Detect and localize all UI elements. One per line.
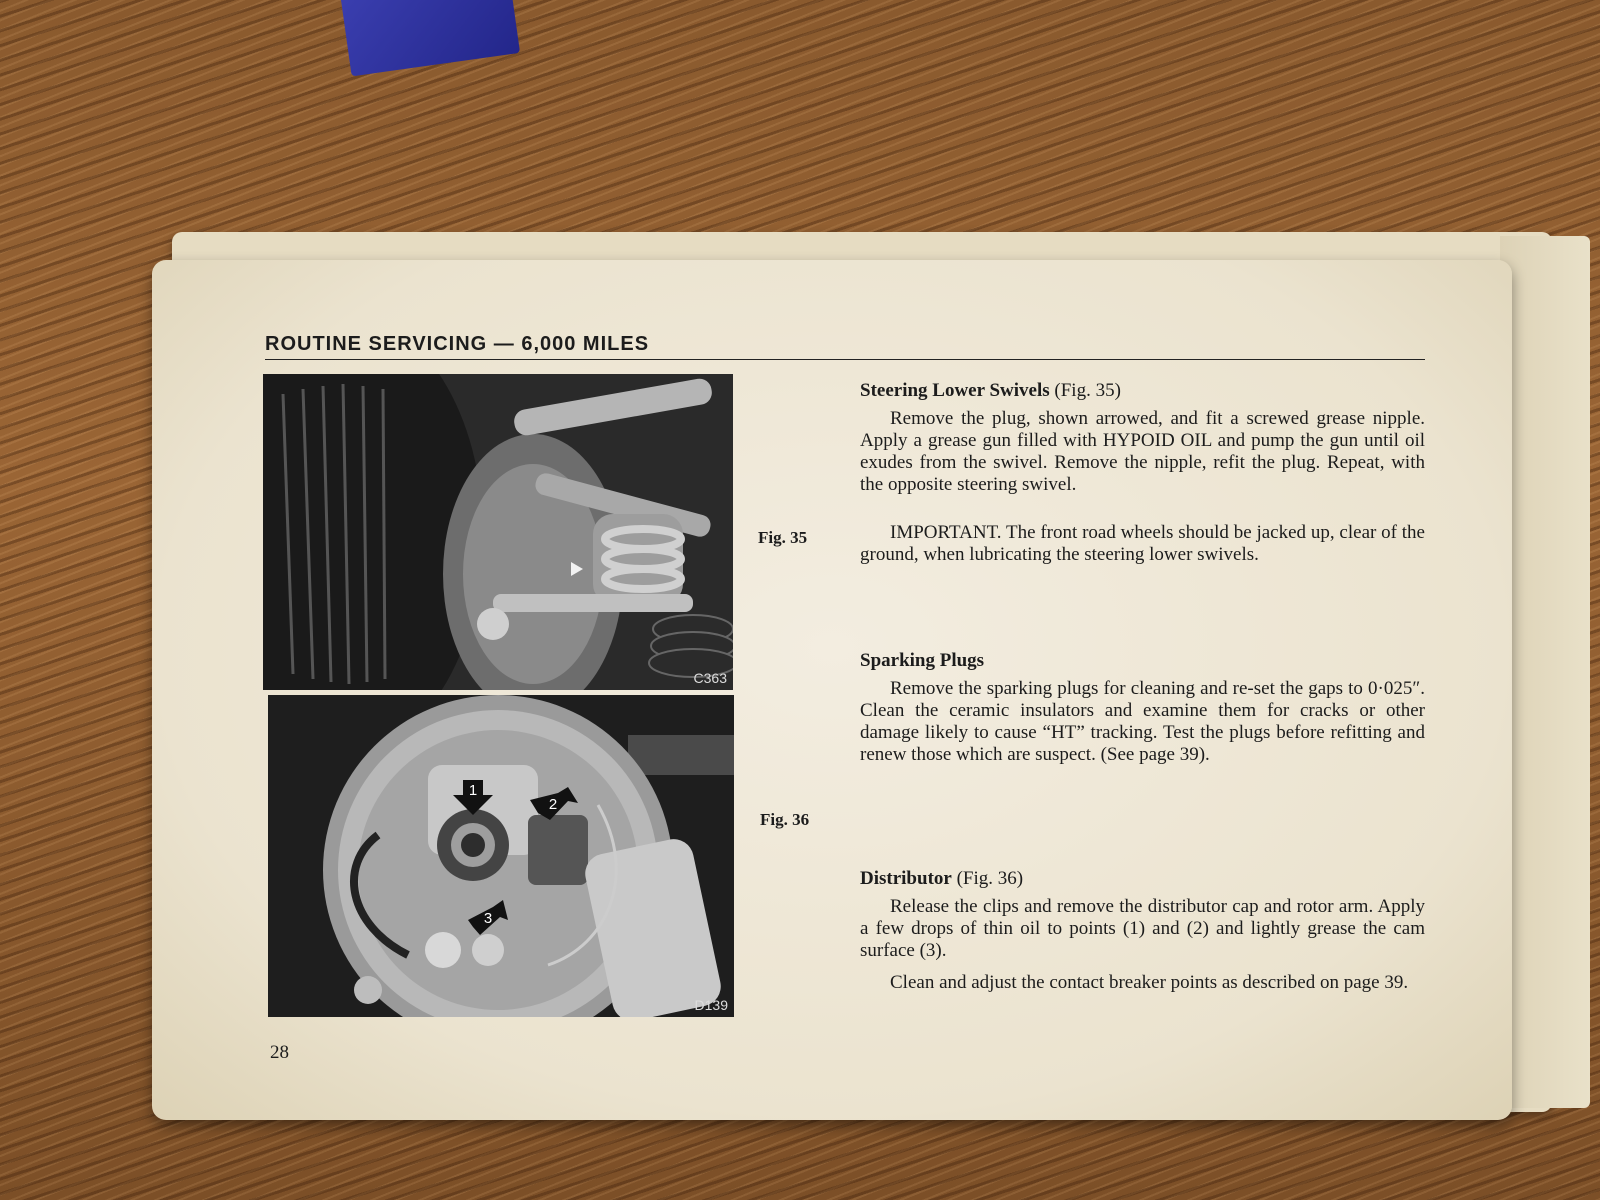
figure-36-label: Fig. 36: [760, 810, 810, 829]
steering-heading: Steering Lower Swivels: [860, 380, 1050, 401]
steering-paragraph: Remove the plug, shown arrowed, and fit a screwed grease nipple. Apply a grease gun filled with HYPOID OIL and pump the gun until oil exudes from the swivel. Remove the nipple, refit the plug. Repeat, with the opposite steering swivel.: [860, 408, 1425, 495]
distributor-adjust-paragraph: Clean and adjust the contact breaker points as described on page 39.: [890, 972, 1409, 993]
sparking-plugs-paragraph: Remove the sparking plugs for cleaning and re-set the gaps to 0·025″. Clean the ceramic insulators and examine them for cracks or other damage likely to cause “HT” tracking. Test the plugs before refitting and renew those which are suspect. (See page 39).: [860, 678, 1425, 765]
figure-35-label: Fig. 35: [758, 528, 808, 547]
section-steering: [860, 380, 1425, 566]
callout-1: 1: [468, 782, 478, 799]
distributor-figure-ref: (Fig. 36): [956, 868, 1024, 889]
steering-figure-ref: (Fig. 35): [1054, 380, 1121, 401]
figure-36-photo: [268, 695, 734, 1017]
section-sparking-plugs: [860, 650, 1425, 766]
callout-3: 3: [483, 910, 493, 927]
page-title: ROUTINE SERVICING — 6,000 MILES: [265, 333, 650, 355]
page-number: 28: [270, 1042, 289, 1063]
section-distributor: [860, 868, 1425, 994]
figure-36-code: D139: [694, 997, 728, 1013]
steering-swivel-illustration: [263, 374, 733, 690]
callout-2: 2: [548, 796, 558, 813]
blue-object: [340, 0, 520, 76]
distributor-paragraph: Release the clips and remove the distributor cap and rotor arm. Apply a few drops of thin oil to points (1) and (2) and lightly grease the cam surface (3).: [860, 896, 1425, 961]
sparking-plugs-heading: Sparking Plugs: [860, 650, 985, 671]
facing-page-edge: [1500, 236, 1590, 1108]
steering-important-paragraph: IMPORTANT. The front road wheels should be jacked up, clear of the ground, when lubricating the steering lower swivels.: [860, 522, 1425, 565]
figure-35-code: C363: [693, 670, 727, 686]
distributor-heading: Distributor: [860, 868, 952, 889]
distributor-illustration: [268, 695, 734, 1017]
figure-35-photo: [263, 374, 733, 690]
page-header: [265, 333, 1425, 360]
